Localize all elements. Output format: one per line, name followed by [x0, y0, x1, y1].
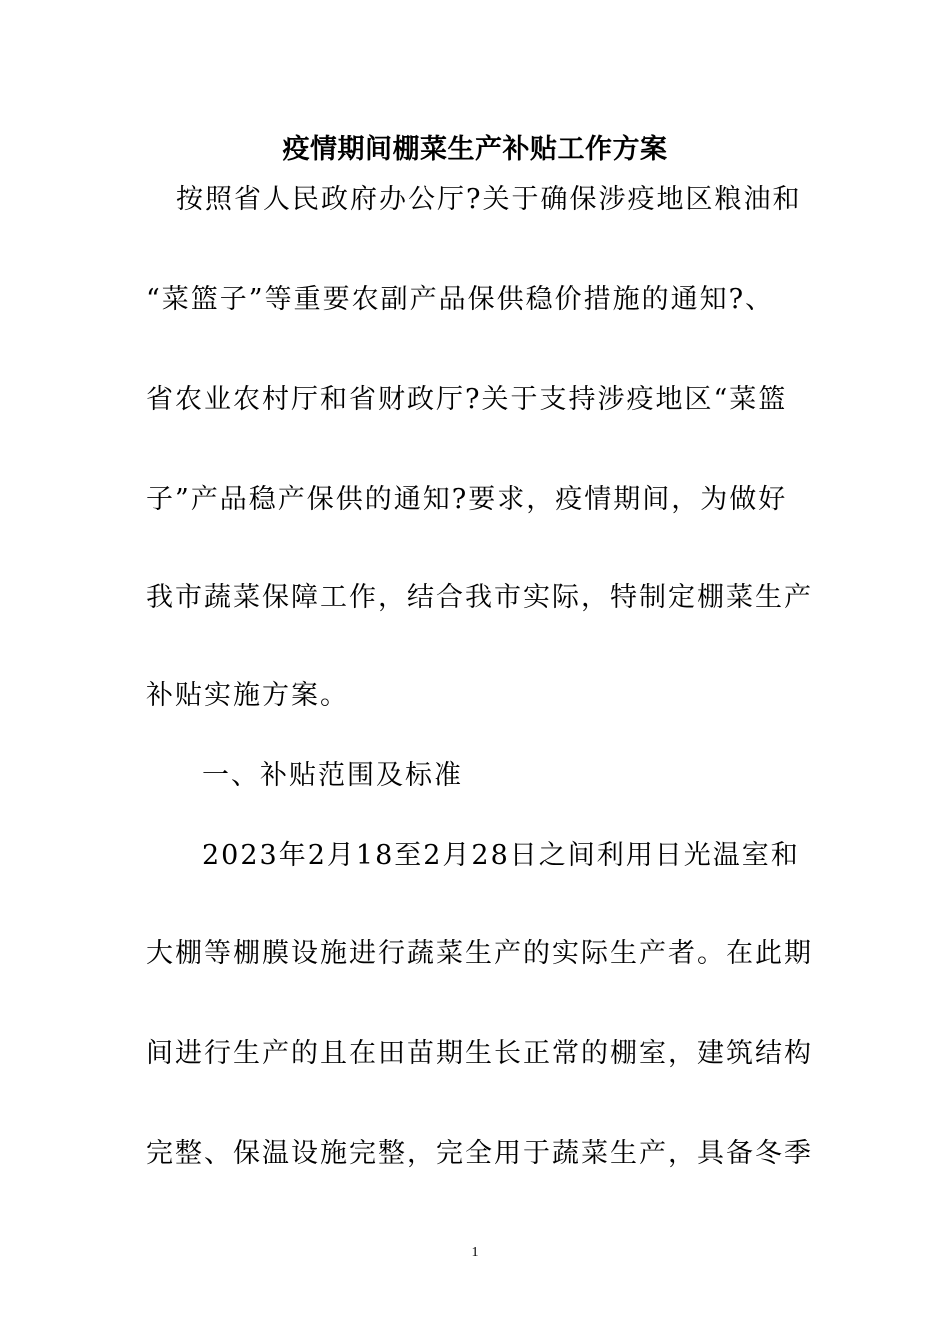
paragraph-line: 按照省人民政府办公厅?关于确保涉疫地区粮油和 — [176, 184, 802, 215]
paragraph-line: 间进行生产的且在田苗期生长正常的棚室，建筑结构 — [146, 1038, 813, 1069]
paragraph-line: “菜篮子”等重要农副产品保供稳价措施的通知?、 — [146, 284, 775, 315]
paragraph-line: 补贴实施方案。 — [146, 680, 349, 711]
paragraph-line: 2023年2月18至2月28日之间利用日光温室和 — [202, 840, 800, 871]
document-title: 疫情期间棚菜生产补贴工作方案 — [282, 134, 668, 165]
page-number: 1 — [471, 1245, 479, 1260]
paragraph-line: 大棚等棚膜设施进行蔬菜生产的实际生产者。在此期 — [146, 938, 813, 969]
paragraph-line: 省农业农村厅和省财政厅?关于支持涉疫地区“菜篮 — [146, 384, 788, 415]
paragraph-line: 子”产品稳产保供的通知?要求，疫情期间，为做好 — [146, 484, 788, 515]
section-heading: 一、补贴范围及标准 — [202, 760, 463, 791]
paragraph-line: 我市蔬菜保障工作，结合我市实际，特制定棚菜生产 — [146, 582, 813, 613]
paragraph-line: 完整、保温设施完整，完全用于蔬菜生产，具备冬季 — [146, 1138, 813, 1169]
